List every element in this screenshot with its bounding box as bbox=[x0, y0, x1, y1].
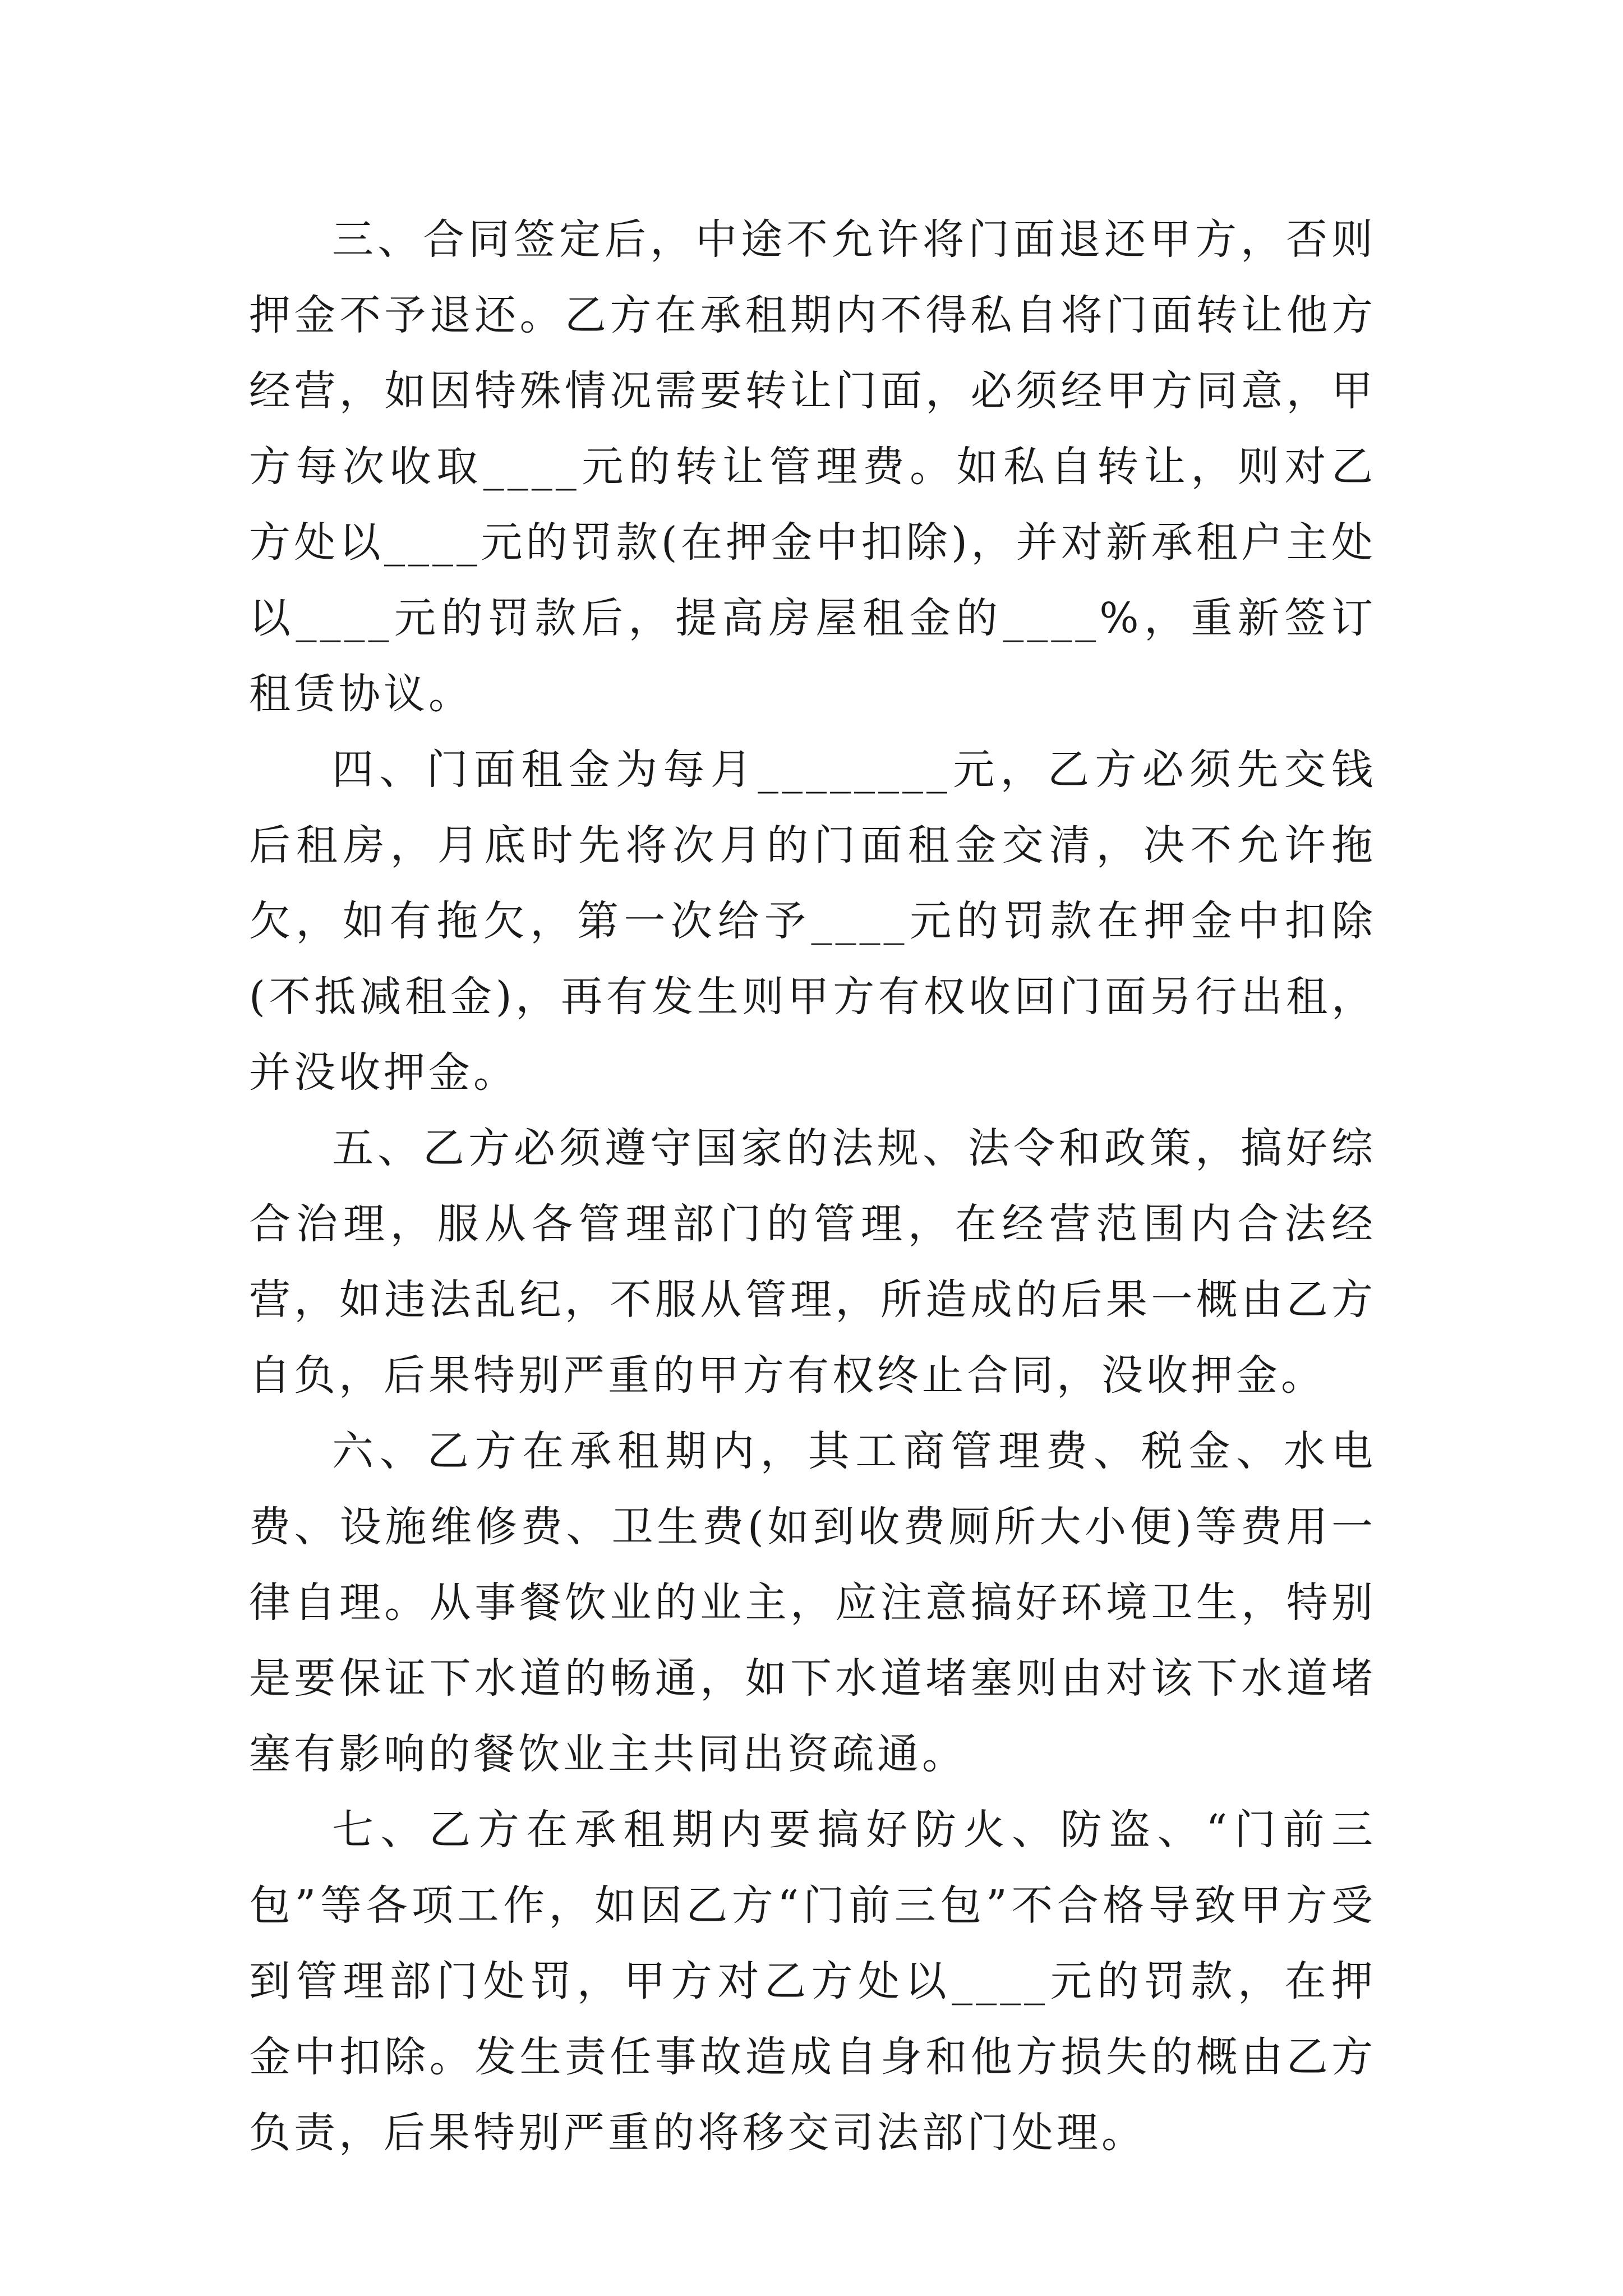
clause-3-paragraph: 三、合同签定后，中途不允许将门面退还甲方，否则押金不予退还。乙方在承租期内不得私自将门面转让他方经营，如因特殊情况需要转让门面，必须经甲方同意，甲方每次收取____元的转让管理费。如私自转让，则对乙方处以____元的罚款(在押金中扣除)，并对新承租户主处以____元的罚款后，提高房屋租金的____%，重新签订租赁协议。 bbox=[249, 215, 1376, 718]
document-body bbox=[249, 202, 1376, 2171]
clause-4-paragraph: 四、门面租金为每月________元，乙方必须先交钱后租房，月底时先将次月的门面租金交清，决不允许拖欠，如有拖欠，第一次给予____元的罚款在押金中扣除(不抵减租金)，再有发生则甲方有权收回门面另行出租，并没收押金。 bbox=[249, 746, 1376, 1097]
clause-7-paragraph: 七、乙方在承租期内要搞好防火、防盗、“门前三包”等各项工作，如因乙方“门前三包”不合格导致甲方受到管理部门处罚，甲方对乙方处以____元的罚款，在押金中扣除。发生责任事故造成自身和他方损失的概由乙方负责，后果特别严重的将移交司法部门处理。 bbox=[249, 1806, 1376, 2157]
clause-5-paragraph: 五、乙方必须遵守国家的法规、法令和政策，搞好综合治理，服从各管理部门的管理，在经营范围内合法经营，如违法乱纪，不服从管理，所造成的后果一概由乙方自负，后果特别严重的甲方有权终止合同，没收押金。 bbox=[249, 1124, 1376, 1400]
clause-6-paragraph: 六、乙方在承租期内，其工商管理费、税金、水电费、设施维修费、卫生费(如到收费厕所大小便)等费用一律自理。从事餐饮业的业主，应注意搞好环境卫生，特别是要保证下水道的畅通，如下水道堵塞则由对该下水道堵塞有影响的餐饮业主共同出资疏通。 bbox=[249, 1427, 1376, 1778]
